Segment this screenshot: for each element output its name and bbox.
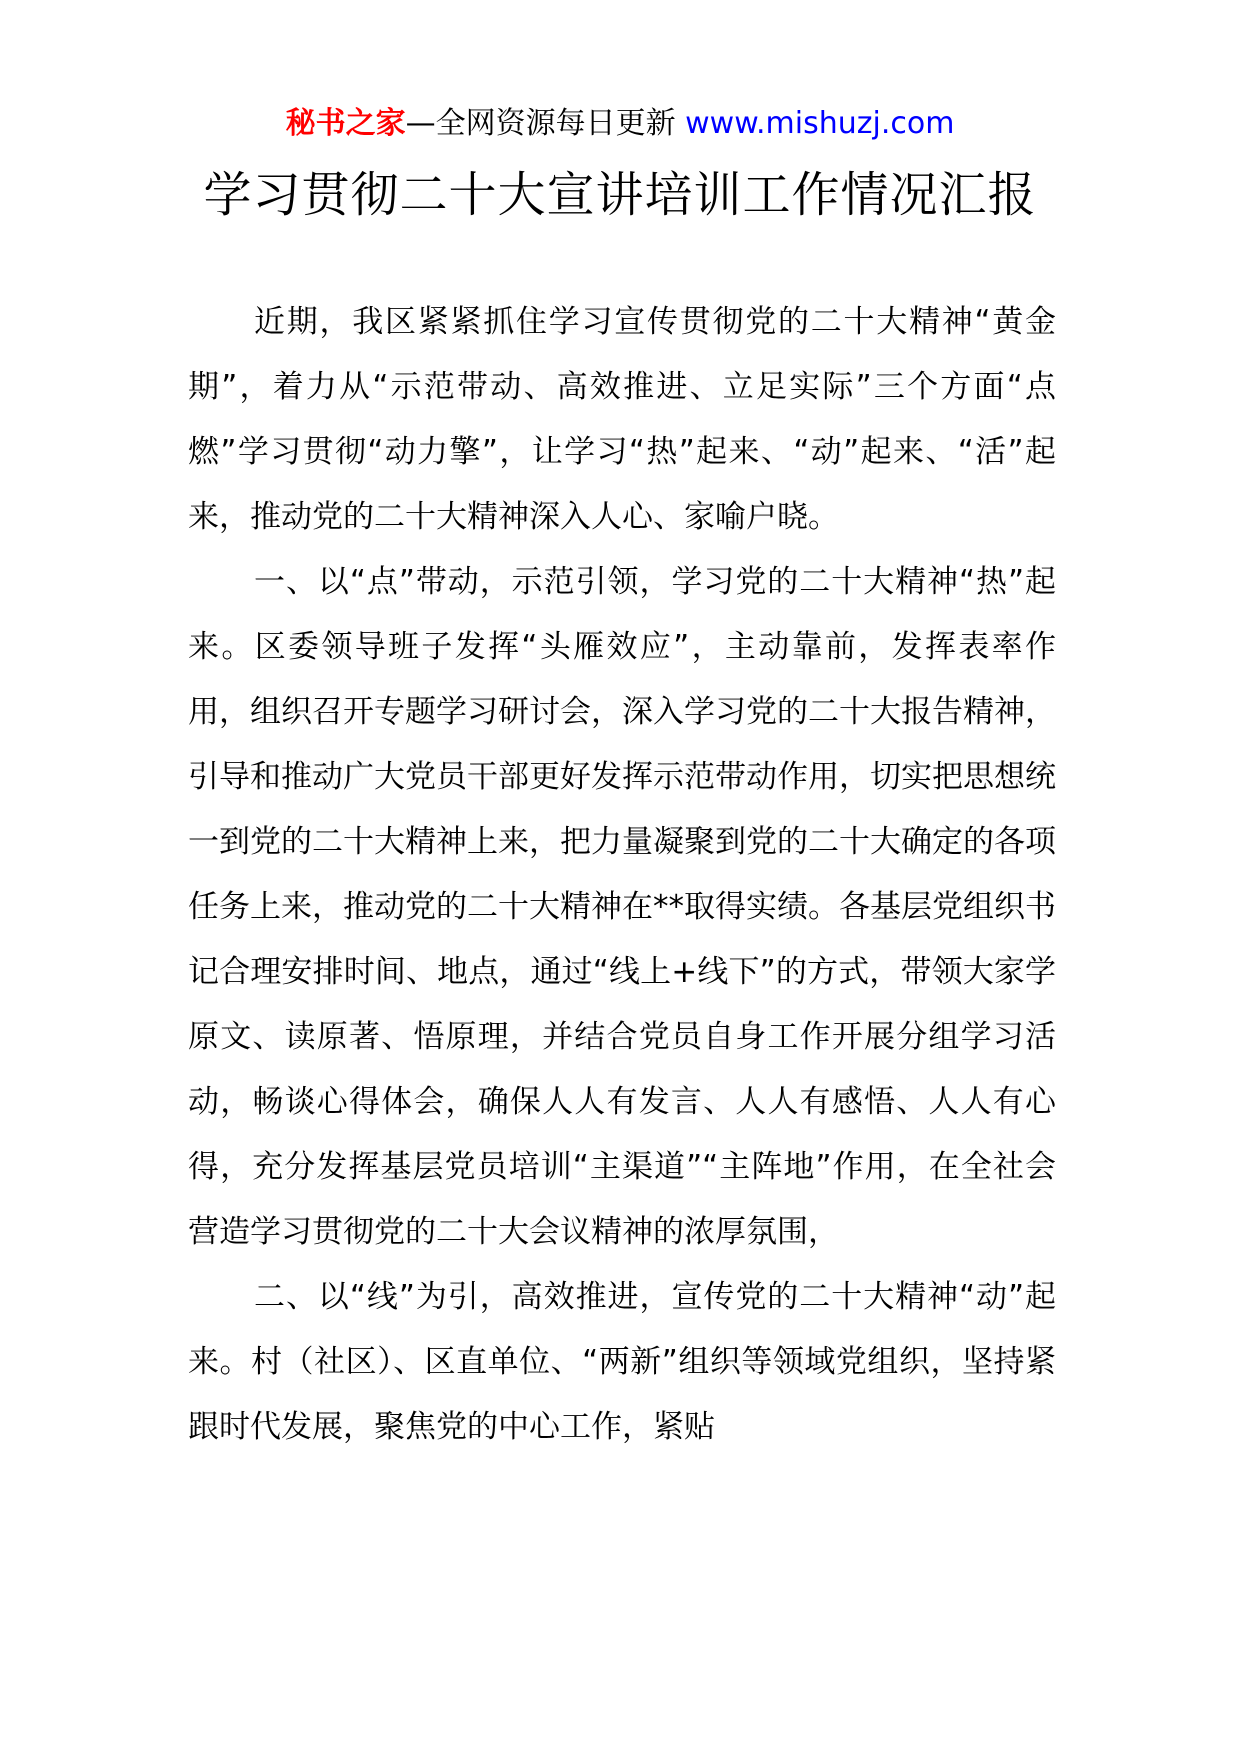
section-2-text: 村（社区）、区直单位、“两新”组织等领域党组织，坚持紧跟时代发展，聚焦党的中心工作，紧贴 (188, 1344, 1056, 1445)
watermark-header (0, 100, 1240, 148)
document-title: 学习贯彻二十大宣讲培训工作情况汇报 (203, 167, 1037, 223)
paragraph-intro-text: 近期，我区紧紧抓住学习宣传贯彻党的二十大精神“黄金期”，着力从“示范带动、高效推进、立足实际”三个方面“点燃”学习贯彻“动力擎”，让学习“热”起来、“动”起来、“活”起来，推动党的二十大精神深入人心、家喻户晓。 (188, 304, 1056, 535)
site-tagline: —全网资源每日更新 (405, 106, 686, 141)
section-1-heading: 一、以“点”带动，示范引领，学习党的二十大精神“热”起来。 (188, 564, 1056, 665)
section-2-heading: 二、以“线”为引，高效推进，宣传党的二十大精神“动”起来。 (188, 1279, 1056, 1380)
section-1-text: 区委领导班子发挥“头雁效应”，主动靠前，发挥表率作用，组织召开专题学习研讨会，深入学习党的二十大报告精神，引导和推动广大党员干部更好发挥示范带动作用，切实把思想统一到党的二十大精神上来，把力量凝聚到党的二十大确定的各项任务上来，推动党的二十大精神在**取得实绩。各基层党组织书记合理安排时间、地点，通过“线上+线下”的方式，带领大家学原文、读原著、悟原理，并结合党员自身工作开展分组学习活动，畅谈心得体会，确保人人有发言、人人有感悟、人人有心得，充分发挥基层党员培训“主渠道”“主阵地”作用，在全社会营造学习贯彻党的二十大会议精神的浓厚氛围， (188, 629, 1056, 1250)
site-url[interactable]: www.mishuzj.com (685, 106, 955, 141)
paragraph-intro (188, 290, 1056, 550)
paragraph-section-2 (188, 1265, 1056, 1460)
document-body (188, 290, 1056, 1460)
paragraph-section-1 (188, 550, 1056, 1265)
site-name: 秘书之家 (285, 106, 406, 141)
